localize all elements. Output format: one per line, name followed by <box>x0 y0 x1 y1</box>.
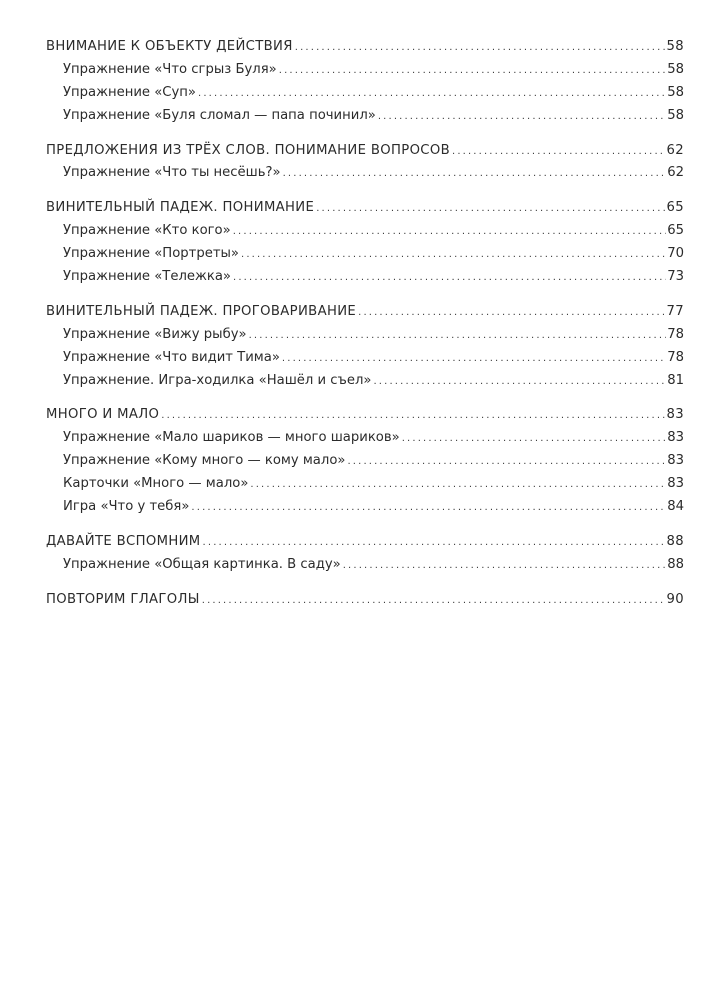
dot-leader <box>343 555 667 578</box>
dot-leader <box>279 60 666 83</box>
toc-exercise-entry <box>46 347 684 370</box>
toc-section <box>46 301 684 393</box>
chapter-title: ПОВТОРИМ ГЛАГОЛЫ <box>46 591 200 607</box>
toc-section <box>46 531 684 577</box>
toc-chapter-entry <box>46 589 684 612</box>
page-number: 83 <box>667 476 684 492</box>
dot-leader <box>241 244 666 267</box>
exercise-title: Упражнение «Тележка» <box>63 269 231 285</box>
page-number: 83 <box>666 407 684 423</box>
page-number: 65 <box>667 223 684 239</box>
toc-exercise-entry <box>46 105 684 128</box>
page-number: 58 <box>667 61 684 77</box>
toc-exercise-entry <box>46 162 684 185</box>
exercise-title: Упражнение «Общая картинка. В саду» <box>63 556 341 572</box>
exercise-title: Упражнение «Что ты несёшь?» <box>63 165 281 181</box>
exercise-title: Упражнение. Игра-ходилка «Нашёл и съел» <box>63 372 372 388</box>
dot-leader <box>282 348 666 371</box>
dot-leader <box>402 428 667 451</box>
dot-leader <box>202 590 666 613</box>
dot-leader <box>250 474 666 497</box>
chapter-title: ВИНИТЕЛЬНЫЙ ПАДЕЖ. ПРОГОВАРИВАНИЕ <box>46 303 357 319</box>
toc-exercise-entry <box>46 496 684 519</box>
page-number: 62 <box>666 142 684 158</box>
dot-leader <box>249 325 667 348</box>
page-number: 58 <box>666 39 684 54</box>
page-number: 73 <box>667 269 684 285</box>
page-number: 62 <box>667 165 684 181</box>
exercise-title: Упражнение «Мало шариков — много шариков» <box>63 430 400 446</box>
exercise-title: Карточки «Много — мало» <box>63 476 249 492</box>
page-number: 88 <box>666 533 684 549</box>
dot-leader <box>283 163 667 186</box>
exercise-title: Упражнение «Вижу рыбу» <box>63 326 247 342</box>
page-number: 83 <box>667 453 684 469</box>
dot-leader <box>161 405 665 428</box>
toc-section <box>46 589 684 612</box>
chapter-title: МНОГО И МАЛО <box>46 407 160 423</box>
toc-exercise-entry <box>46 450 684 473</box>
chapter-title: ВИНИТЕЛЬНЫЙ ПАДЕЖ. ПОНИМАНИЕ <box>46 200 315 216</box>
dot-leader <box>233 267 666 290</box>
toc-section <box>46 36 684 128</box>
exercise-title: Упражнение «Суп» <box>63 84 196 100</box>
exercise-title: Упражнение «Портреты» <box>63 246 239 262</box>
page-number: 58 <box>667 107 684 123</box>
toc-exercise-entry <box>46 243 684 266</box>
chapter-title: ВНИМАНИЕ К ОБЪЕКТУ ДЕЙСТВИЯ <box>46 39 293 54</box>
toc-chapter-entry <box>46 197 684 220</box>
toc-exercise-entry <box>46 220 684 243</box>
toc-exercise-entry <box>46 554 684 577</box>
page-number: 77 <box>666 303 684 319</box>
exercise-title: Упражнение «Что видит Тима» <box>63 349 280 365</box>
dot-leader <box>295 37 666 60</box>
toc-chapter-entry <box>46 404 684 427</box>
page-number: 83 <box>667 430 684 446</box>
exercise-title: Упражнение «Кто кого» <box>63 223 231 239</box>
page-number: 78 <box>667 349 684 365</box>
page-number: 78 <box>667 326 684 342</box>
page-number: 81 <box>667 372 684 388</box>
page-number: 65 <box>666 200 684 216</box>
dot-leader <box>347 451 666 474</box>
toc-exercise-entry <box>46 82 684 105</box>
dot-leader <box>358 302 665 325</box>
dot-leader <box>373 371 666 394</box>
toc-exercise-entry <box>46 473 684 496</box>
dot-leader <box>316 198 665 221</box>
page-number: 90 <box>666 591 684 607</box>
toc-chapter-entry <box>46 140 684 163</box>
dot-leader <box>233 221 667 244</box>
toc-exercise-entry <box>46 324 684 347</box>
page-number: 88 <box>667 556 684 572</box>
exercise-title: Упражнение «Буля сломал — папа починил» <box>63 107 376 123</box>
toc-chapter-entry <box>46 301 684 324</box>
toc-exercise-entry <box>46 427 684 450</box>
exercise-title: Игра «Что у тебя» <box>63 499 190 515</box>
toc-exercise-entry <box>46 266 684 289</box>
dot-leader <box>203 532 666 555</box>
toc-section <box>46 404 684 518</box>
toc-chapter-entry <box>46 36 684 59</box>
exercise-title: Упражнение «Кому много — кому мало» <box>63 453 346 469</box>
dot-leader <box>191 497 666 520</box>
dot-leader <box>452 141 666 164</box>
chapter-title: ДАВАЙТЕ ВСПОМНИМ <box>46 533 201 549</box>
page-number: 58 <box>667 84 684 100</box>
page-number: 84 <box>667 499 684 515</box>
exercise-title: Упражнение «Что сгрыз Буля» <box>63 61 277 77</box>
toc-section <box>46 140 684 186</box>
chapter-title: ПРЕДЛОЖЕНИЯ ИЗ ТРЁХ СЛОВ. ПОНИМАНИЕ ВОПРОСОВ <box>46 142 450 158</box>
toc-section <box>46 197 684 289</box>
page-number: 70 <box>667 246 684 262</box>
toc-exercise-entry <box>46 370 684 393</box>
dot-leader <box>378 106 666 129</box>
toc-chapter-entry <box>46 531 684 554</box>
toc-exercise-entry <box>46 59 684 82</box>
dot-leader <box>198 83 666 106</box>
